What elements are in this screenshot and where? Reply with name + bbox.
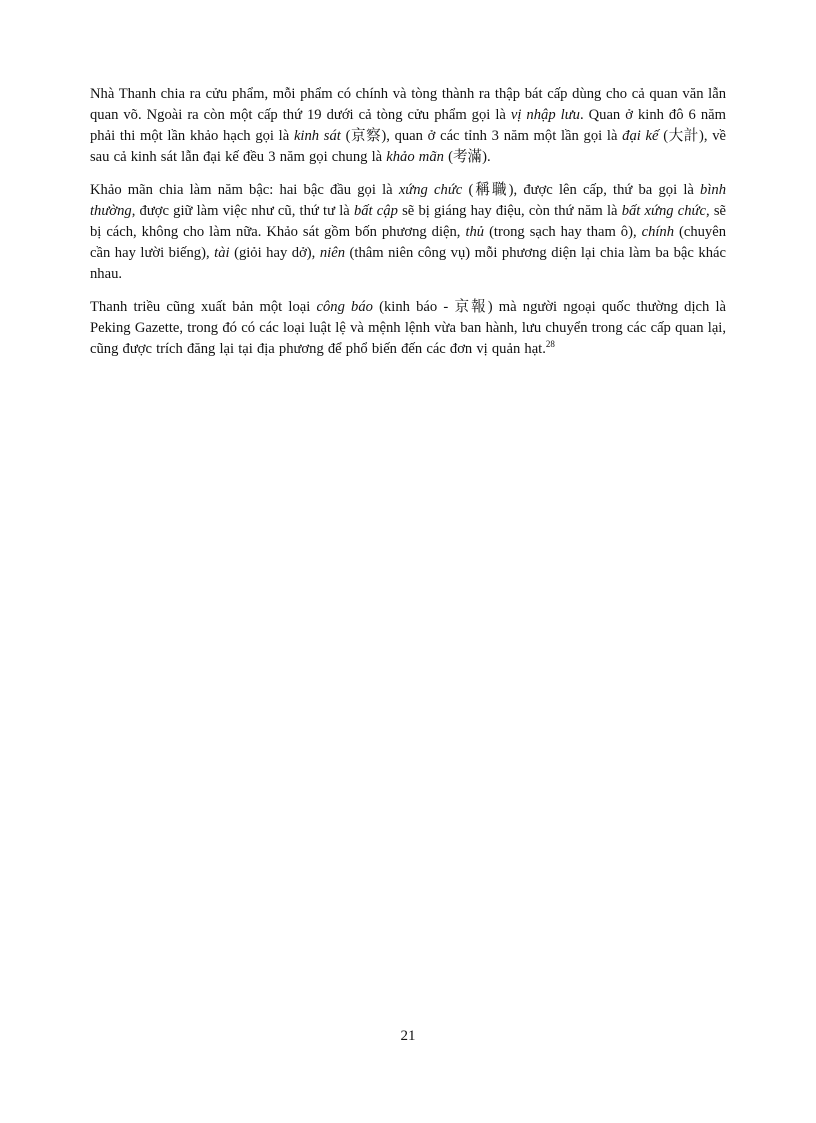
text-span: (考滿). [443,149,491,165]
italic-term: công báo [316,299,373,315]
text-span: . Quan ở kinh đô 6 năm phải thi một lần khảo hạch gọi là [90,107,726,144]
text-span: (kinh báo - 京報) mà người ngoại quốc thường dịch là Peking Gazette, trong đó có các loại luật lệ và mệnh lệnh vừa ban hành, lưu chuyển trong các cấp quan lại, cũng được trích đăng lại tại địa phương để phổ biến đến các đơn vị quản hạt. [90,299,726,357]
page-number: 21 [400,1028,416,1044]
paragraph-ranks [90,84,726,168]
text-span: , sẽ bị cách, không cho làm nữa. Khảo sát gồm bốn phương diện, [90,203,727,240]
text-span: Thanh triều cũng xuất bản một loại [90,299,317,315]
italic-term: chính [641,224,675,240]
text-span: (giỏi hay dở), [229,245,320,261]
page-body [90,84,726,372]
footnote-reference[interactable]: 28 [545,339,555,350]
italic-term: tài [214,245,230,261]
italic-term: bất cập [353,203,398,219]
italic-term: vị nhập lưu [510,107,580,123]
text-span: (大計), về sau cả kinh sát lẫn đại kế đều 3 năm gọi chung là [90,128,726,165]
italic-term: bình thường [90,182,726,219]
italic-term: bất xứng chức [621,203,706,219]
text-span: (京察), quan ở các tỉnh 3 năm một lần gọi là [340,128,623,144]
italic-term: kinh sát [293,128,341,144]
italic-term: thủ [465,224,485,240]
italic-term: đại kế [622,128,659,144]
italic-term: niên [319,245,345,261]
text-span: (chuyên cần hay lười biếng), [90,224,727,261]
text-span: (稱職), được lên cấp, thứ ba gọi là [462,182,701,198]
text-span: , được giữ làm việc như cũ, thứ tư là [131,203,354,219]
paragraph-gazette [90,297,726,360]
text-span: (trong sạch hay tham ô), [484,224,642,240]
paragraph-evaluation [90,180,726,285]
text-span: Nhà Thanh chia ra cửu phẩm, mỗi phẩm có chính và tòng thành ra thập bát cấp dùng cho cả quan văn lẫn quan võ. Ngoài ra còn một cấp thứ 19 dưới cả tòng cửu phẩm gọi là [90,86,726,123]
italic-term: xứng chức [398,182,463,198]
italic-term: khảo mãn [386,149,444,165]
text-span: sẽ bị giáng hay điệu, còn thứ năm là [397,203,622,219]
text-span: (thâm niên công vụ) mỗi phương diện lại chia làm ba bậc khác nhau. [90,245,726,282]
text-span: Khảo mãn chia làm năm bậc: hai bậc đầu gọi là [90,182,399,198]
